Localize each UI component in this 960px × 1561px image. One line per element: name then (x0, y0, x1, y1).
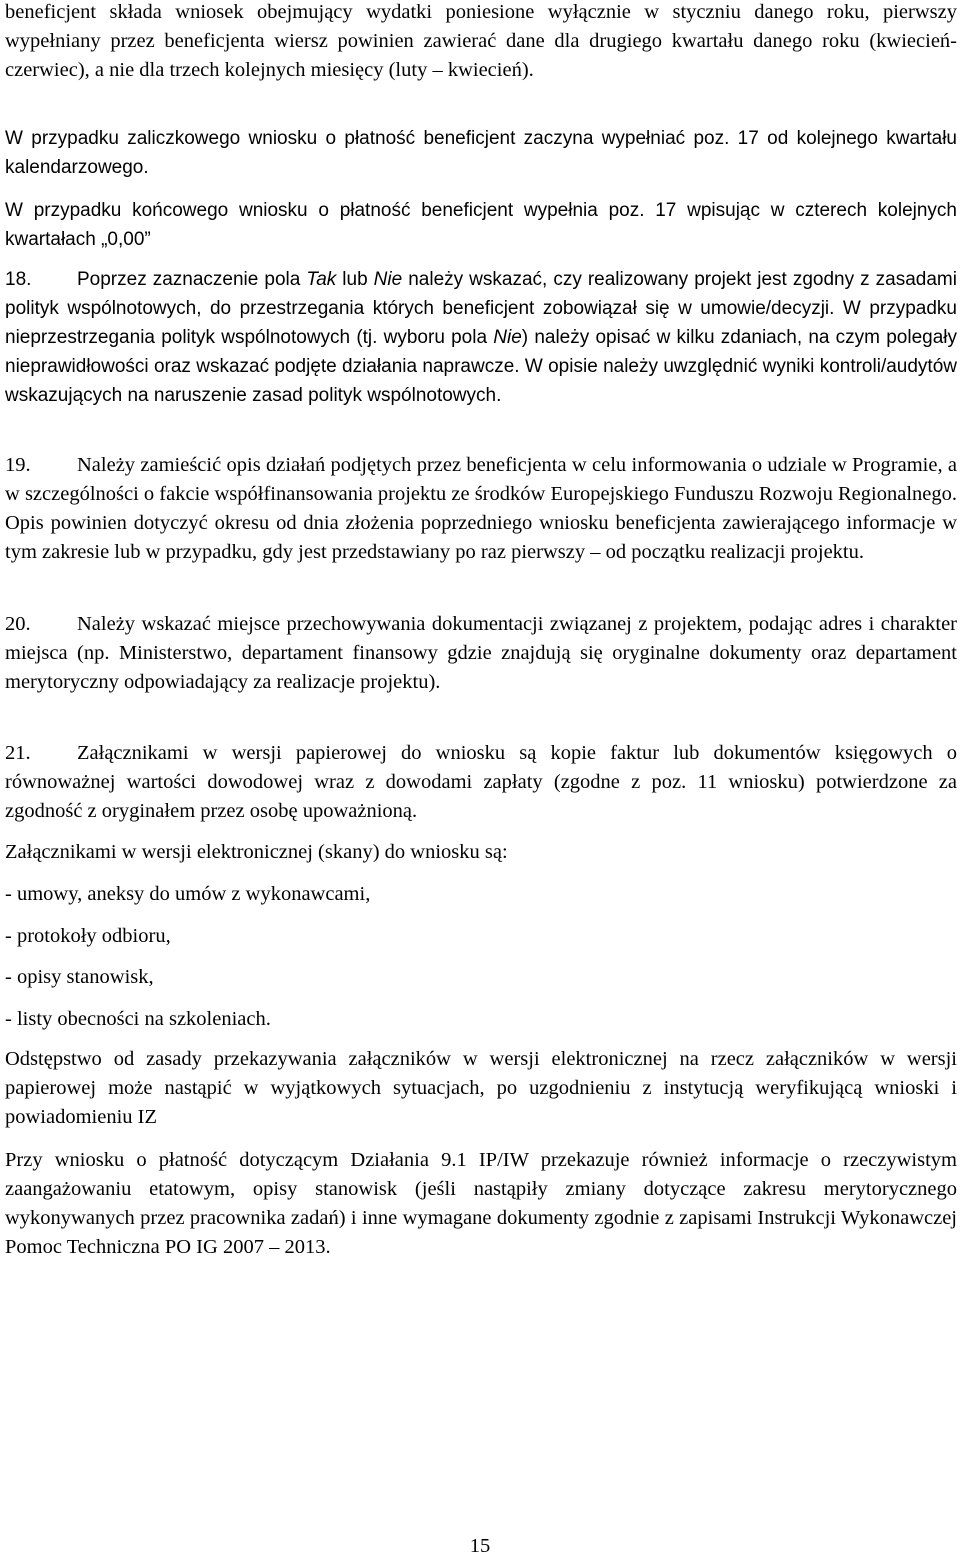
item-20-number: 20. (5, 613, 31, 635)
paragraph-final-application: W przypadku końcowego wniosku o płatność beneficjent wypełnia poz. 17 wpisując w czterech kolejnych kwartałach „0,00” (5, 200, 957, 250)
paragraph-advance-application: W przypadku zaliczkowego wniosku o płatność beneficjent zaczyna wypełniać poz. 17 od kolejnego kwartału kalendarzowego. (5, 128, 957, 178)
paragraph-exception: Odstępstwo od zasady przekazywania załączników w wersji elektronicznej na rzecz załączników w wersji papierowej może nastąpić w wyjątkowych sytuacjach, po uzgodnieniu z instytucją weryfikującą wnioski i powiadomieniu IZ (5, 1048, 957, 1128)
list-item: - umowy, aneksy do umów z wykonawcami, (5, 883, 371, 905)
list-item: - opisy stanowisk, (5, 966, 154, 988)
paragraph-final: Przy wniosku o płatność dotyczącym Działania 9.1 IP/IW przekazuje również informacje o rzeczywistym zaangażowaniu etatowym, opisy stanowisk (jeśli nastąpiły zmiany dotyczące zakresu merytorycznego wykonywanych przez pracownika zadań) i inne wymagane dokumenty zgodnie z zapisami Instrukcji Wykonawczej Pomoc Techniczna PO IG 2007 – 2013. (5, 1149, 957, 1258)
item-19: 19. Należy zamieścić opis działań podjętych przez beneficjenta w celu informowania o udziale w Programie, a w szczególności o fakcie współfinansowania projektu ze środków Europejskiego Funduszu Rozwoju Regionalnego. Opis powinien dotyczyć okresu od dnia złożenia poprzedniego wniosku beneficjenta zawierającego informacje w tym zakresie lub w przypadku, gdy jest przedstawiany po raz pierwszy – od początku realizacji projektu. (5, 451, 957, 567)
item-18: 18. Poprzez zaznaczenie pola Tak lub Nie należy wskazać, czy realizowany projekt jest zgodny z zasadami polityk wspólnotowych, do przestrzegania których beneficjent zobowiązał się w umowie/decyzji. W przypadku nieprzestrzegania polityk wspólnotowych (tj. wyboru pola Nie) należy opisać w kilku zdaniach, na czym polegały nieprawidłowości oraz wskazać podjęte działania naprawcze. W opisie należy uwzględnić wyniki kontroli/audytów wskazujących na naruszenie zasad polityk wspólnotowych. (5, 265, 957, 410)
nie-option: Nie (373, 269, 403, 290)
list-item: - protokoły odbioru, (5, 925, 171, 947)
item-21-number: 21. (5, 742, 31, 764)
item-19-number: 19. (5, 454, 31, 476)
electronic-attachments-intro: Załącznikami w wersji elektronicznej (skany) do wniosku są: (5, 841, 508, 863)
item-21: 21. Załącznikami w wersji papierowej do wniosku są kopie faktur lub dokumentów księgowych o równoważnej wartości dowodowej wraz z dowodami zapłaty (zgodne z poz. 11 wniosku) potwierdzone za zgodność z oryginałem przez osobę upoważnioną. (5, 739, 957, 826)
paragraph-intro: beneficjent składa wniosek obejmujący wydatki poniesione wyłącznie w styczniu danego roku, pierwszy wypełniany przez beneficjenta wiersz powinien zawierać dane dla drugiego kwartału danego roku (kwiecień-czerwiec), a nie dla trzech kolejnych miesięcy (luty – kwiecień). (5, 1, 957, 81)
item-20: 20. Należy wskazać miejsce przechowywania dokumentacji związanej z projektem, podając adres i charakter miejsca (np. Ministerstwo, departament finansowy gdzie znajdują się oryginalne dokumenty oraz departament merytoryczny odpowiadający za realizacje projektu). (5, 610, 957, 697)
tak-option: Tak (306, 269, 337, 290)
item-18-number: 18. (5, 269, 32, 290)
nie-option-reference: Nie (493, 327, 522, 348)
list-item: - listy obecności na szkoleniach. (5, 1008, 271, 1030)
page-number: 15 (469, 1535, 491, 1557)
